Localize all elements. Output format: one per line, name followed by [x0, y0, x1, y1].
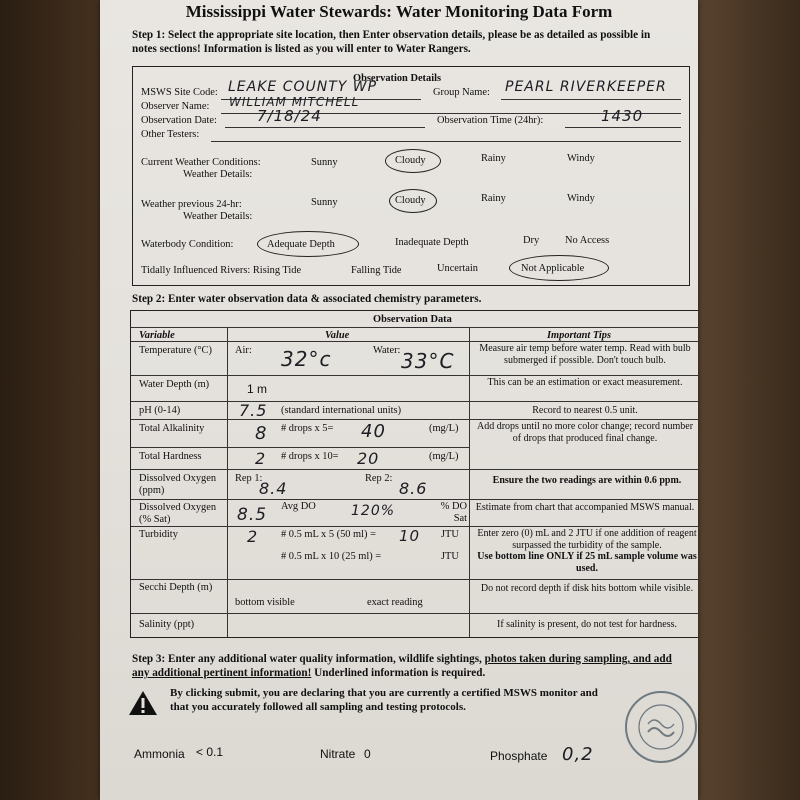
table-col-line-2 [469, 327, 470, 637]
tidal-uncertain-option[interactable]: Uncertain [437, 263, 478, 274]
rep1-label: Rep 1: [235, 473, 263, 484]
do-sat-tip: Estimate from chart that accompanied MSWS manual. [475, 502, 695, 513]
water-temp-value[interactable]: 33°C [401, 349, 455, 373]
turbidity-unit-2: JTU [441, 551, 459, 562]
turbidity-jtu-value[interactable]: 10 [399, 527, 421, 545]
hardness-multiplier: # drops x 10= [281, 451, 339, 462]
col-variable-header: Variable [139, 330, 175, 341]
mississippi-water-stewards-seal [624, 690, 698, 764]
weather-details-label-2: Weather Details: [183, 211, 253, 222]
nitrate-label: Nitrate [320, 747, 356, 761]
hardness-drops-value[interactable]: 2 [255, 449, 267, 468]
observation-data-table [130, 310, 698, 638]
waterbody-condition-label: Waterbody Condition: [141, 239, 234, 250]
observation-details-header: Observation Details [353, 73, 442, 84]
table-rule [131, 327, 698, 328]
dissolved-oxygen-sat-label: Dissolved Oxygen (% Sat) [139, 502, 217, 525]
warning-icon [128, 690, 158, 716]
ammonia-value[interactable]: < 0.1 [196, 745, 224, 759]
table-rule [131, 375, 698, 376]
rep2-value[interactable]: 8.6 [399, 479, 428, 498]
weather-windy-option[interactable]: Windy [567, 153, 595, 164]
turbidity-line2: # 0.5 mL x 10 (25 ml) = [281, 551, 382, 562]
observation-date-label: Observation Date: [141, 115, 217, 126]
group-name-line [501, 99, 681, 100]
alkalinity-drops-value[interactable]: 8 [255, 423, 268, 444]
water-depth-value[interactable]: 1 m [247, 382, 268, 396]
table-rule [131, 419, 698, 420]
temperature-label: Temperature (°C) [139, 345, 212, 356]
water-depth-label: Water Depth (m) [139, 379, 210, 390]
form-title: Mississippi Water Stewards: Water Monitoring Data Form [185, 2, 613, 21]
ph-units: (standard international units) [281, 405, 402, 416]
turbidity-ml-value[interactable]: 2 [247, 527, 259, 546]
step3-text-c: Underlined information is required. [314, 667, 486, 679]
certification-warning: By clicking submit, you are declaring that you are currently a certified MSWS monitor and that you accurately followed all sampling and testing protocols. [170, 687, 598, 713]
current-weather-label: Current Weather Conditions: [141, 157, 261, 168]
table-rule [131, 447, 469, 448]
table-rule [131, 401, 698, 402]
ammonia-label: Ammonia [134, 747, 185, 761]
table-rule [131, 613, 698, 614]
total-alkalinity-label: Total Alkalinity [139, 423, 205, 434]
ph-label: pH (0-14) [139, 405, 181, 416]
alkalinity-tip: Add drops until no more color change; record number of drops that produced final change. [476, 421, 694, 444]
observation-time-label: Observation Time (24hr): [437, 115, 544, 126]
not-applicable-circle-mark [509, 255, 609, 281]
other-testers-label: Other Testers: [141, 129, 200, 140]
observer-name-value[interactable]: WILLIAM MITCHELL [229, 95, 360, 109]
alkalinity-unit: (mg/L) [429, 423, 459, 434]
water-depth-tip: This can be an estimation or exact measurement. [487, 377, 683, 388]
step2-instructions: Step 2: Enter water observation data & associated chemistry parameters. [132, 293, 482, 305]
turbidity-unit-1: JTU [441, 529, 459, 540]
prev-cloudy-circle-mark [389, 189, 437, 213]
weather-details-label: Weather Details: [183, 169, 253, 180]
prev-cloudy-option[interactable]: Cloudy [395, 195, 426, 206]
turbidity-label: Turbidity [139, 529, 178, 540]
table-rule [131, 579, 698, 580]
table-rule [131, 499, 698, 500]
table-rule [131, 469, 698, 470]
water-label: Water: [373, 345, 401, 356]
observer-name-label: Observer Name: [141, 101, 210, 112]
secchi-tip: Do not record depth if disk hits bottom while visible. [480, 583, 694, 594]
ph-value[interactable]: 7.5 [239, 401, 268, 420]
tidal-not-applicable-option[interactable]: Not Applicable [521, 263, 585, 274]
weather-sunny-option[interactable]: Sunny [311, 157, 338, 168]
rep1-value[interactable]: 8.4 [259, 479, 288, 498]
turbidity-line1: # 0.5 mL x 5 (50 ml) = [281, 529, 376, 540]
salinity-label: Salinity (ppt) [139, 619, 195, 630]
no-access-option[interactable]: No Access [565, 235, 610, 246]
do-sat-unit: % DO Sat [440, 501, 467, 524]
inadequate-depth-option[interactable]: Inadequate Depth [395, 237, 469, 248]
total-hardness-label: Total Hardness [139, 451, 202, 462]
hardness-value[interactable]: 20 [357, 449, 380, 468]
weather-previous-label: Weather previous 24-hr: [141, 199, 242, 210]
weather-cloudy-option[interactable]: Cloudy [395, 155, 426, 166]
alkalinity-value[interactable]: 40 [361, 421, 386, 442]
turbidity-tip-bold: Use bottom line ONLY if 25 mL sample volume was used. [477, 551, 697, 574]
air-temp-value[interactable]: 32°c [281, 347, 332, 371]
col-value-header: Value [325, 330, 350, 341]
dissolved-oxygen-tip: Ensure the two readings are within 0.6 ppm. [492, 475, 682, 486]
dry-option[interactable]: Dry [523, 235, 540, 246]
hardness-unit: (mg/L) [429, 451, 459, 462]
tidal-falling-option[interactable]: Falling Tide [351, 265, 402, 276]
secchi-depth-label: Secchi Depth (m) [139, 582, 213, 593]
dissolved-oxygen-ppm-label: Dissolved Oxygen (ppm) [139, 473, 217, 496]
air-label: Air: [235, 345, 252, 356]
group-name-label: Group Name: [433, 87, 490, 98]
step1-instructions: Step 1: Select the appropriate site location, then Enter observation details, please be as detailed as possible in notes sections! Information is listed as you will enter to Water Rangers. [132, 29, 651, 55]
col-tips-header: Important Tips [547, 330, 611, 341]
ph-tip: Record to nearest 0.5 unit. [532, 405, 638, 416]
weather-rainy-option[interactable]: Rainy [481, 153, 506, 164]
salinity-tip: If salinity is present, do not test for hardness. [497, 619, 677, 630]
cloudy-circle-mark [385, 149, 441, 173]
prev-rainy-option[interactable]: Rainy [481, 193, 506, 204]
nitrate-value[interactable]: 0 [364, 747, 371, 761]
tidal-rising-label[interactable]: Tidally Influenced Rivers: Rising Tide [141, 265, 302, 276]
observation-time-line [565, 127, 681, 128]
observation-time-value[interactable]: 1430 [601, 107, 644, 125]
prev-sunny-option[interactable]: Sunny [311, 197, 338, 208]
secchi-bottom-visible-option[interactable]: bottom visible [235, 597, 295, 608]
alkalinity-multiplier: # drops x 5= [281, 423, 334, 434]
temperature-tip: Measure air temp before water temp. Read with bulb submerged if possible. Don't touch bulb. [479, 343, 691, 366]
avg-do-value[interactable]: 8.5 [237, 505, 268, 525]
prev-windy-option[interactable]: Windy [567, 193, 595, 204]
observation-date-line [225, 127, 425, 128]
group-name-value[interactable]: PEARL RIVERKEEPER [505, 79, 667, 95]
step3-text-a: Step 3: Enter any additional water quality information, wildlife sightings, [132, 653, 482, 665]
secchi-exact-reading-option[interactable]: exact reading [367, 597, 423, 608]
background-right [690, 0, 800, 800]
other-testers-line [211, 141, 681, 142]
site-code-label: MSWS Site Code: [141, 87, 218, 98]
adequate-depth-circle-mark [257, 231, 359, 257]
avg-do-label: Avg DO [281, 501, 316, 512]
observation-data-header: Observation Data [373, 314, 452, 325]
step3-text-underlined: photos taken during sampling, and add any additional pertinent information! [132, 653, 672, 679]
do-sat-value[interactable]: 120% [351, 503, 396, 519]
observation-date-value[interactable]: 7/18/24 [257, 107, 322, 125]
phosphate-value[interactable]: 0,2 [562, 744, 594, 765]
site-code-value[interactable]: LEAKE COUNTY WP [228, 79, 378, 95]
table-rule [131, 341, 698, 342]
observation-details-box [132, 66, 690, 286]
adequate-depth-option[interactable]: Adequate Depth [267, 239, 335, 250]
phosphate-label: Phosphate [490, 749, 548, 763]
turbidity-tip: Enter zero (0) mL and 2 JTU if one addition of reagent surpassed the turbidity of the sample. [477, 528, 697, 551]
rep2-label: Rep 2: [365, 473, 393, 484]
table-col-line-1 [227, 327, 228, 637]
step3-instructions [132, 652, 672, 680]
data-form-paper [100, 0, 698, 800]
